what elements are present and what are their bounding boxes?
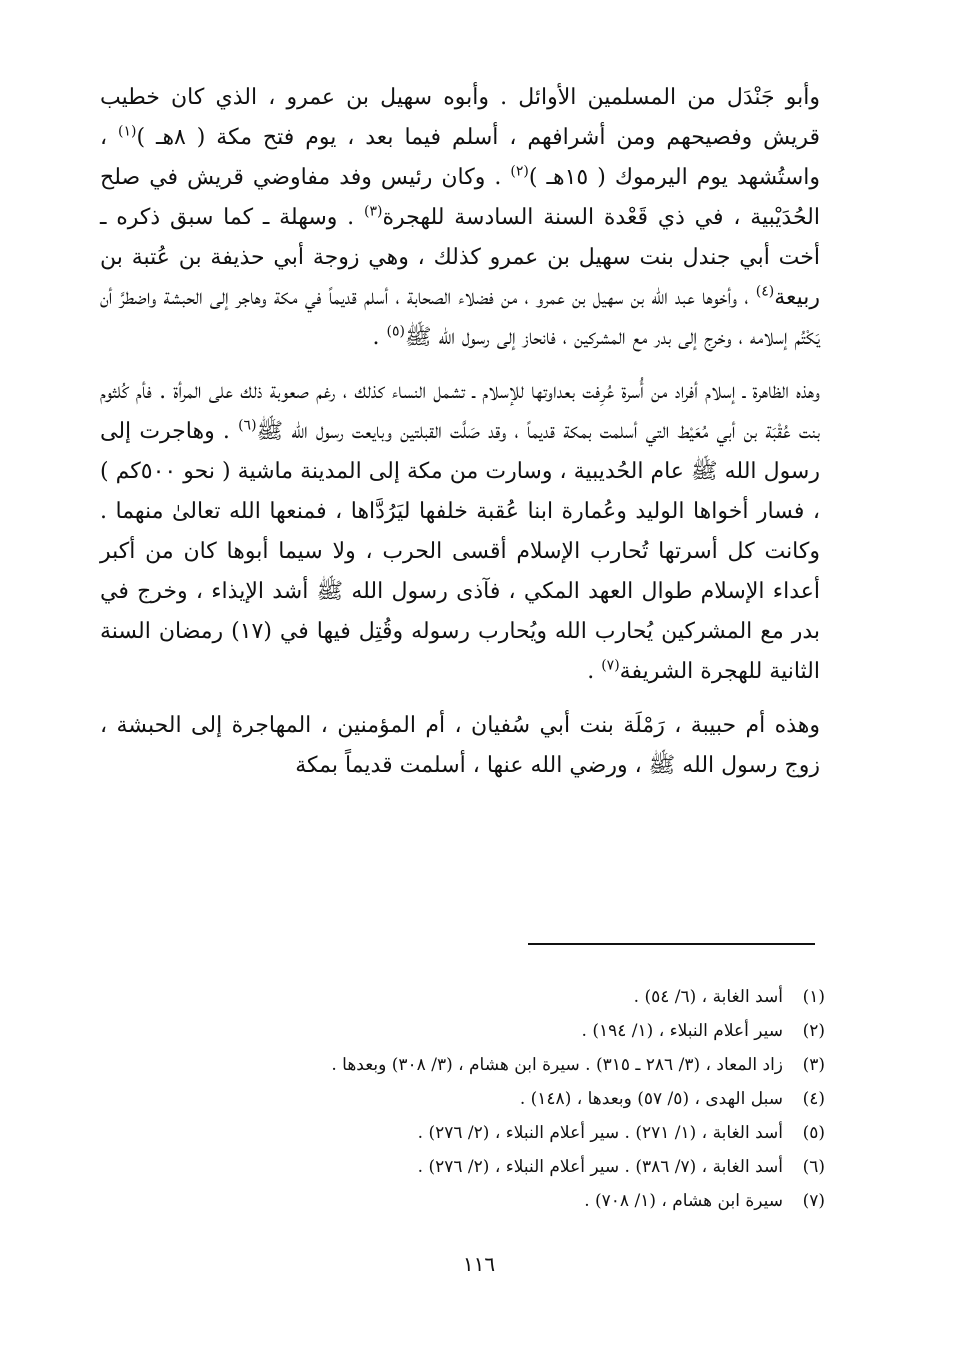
footnote-item [100, 1082, 825, 1116]
footnote-item [100, 1048, 825, 1082]
paragraph [100, 78, 820, 358]
text-run: . [372, 325, 387, 350]
text-run: وأبو جَنْدَل من المسلمين الأوائل . وأبوه سهيل بن عمرو ، الذي كان خطيب قريش وفصيحهم ومن أشرافهم ، أسلم فيما بعد ، يوم فتح مكة ( ٨هـ ) [100, 85, 821, 150]
text-run: . وهاجرت إلى رسول الله ﷺ عام الحُديبية ، وسارت من مكة إلى المدينة ماشية ( نحو ٥٠٠كم ) ، فسار أخواها الوليد وعُمارة ابنا عُقبة خلفها ليَرُدَّاها ، فمنعها الله تعالىٰ منهما . وكانت كل أسرتها تُحارب الإسلام أقسى الحرب ، ولا سيما أبوها كان من أكبر أعداء الإسلام طوال العهد المكي ، فآذى رسول الله ﷺ أشد الإيذاء ، وخرج في بدر مع المشركين يُحارب الله ويُحارب رسوله وقُتِل فيها في (١٧) رمضان السنة الثانية للهجرة الشريفة [100, 419, 820, 684]
footnote-ref: (١) [118, 123, 137, 140]
footnote-item [100, 980, 825, 1014]
footnote-ref: (٦) [238, 417, 257, 434]
footnote-item [100, 1116, 825, 1150]
footnote-item [100, 1014, 825, 1048]
page-number: ١١٦ [462, 1252, 496, 1276]
text-run: ، وأخوها عبد الله بن سهيل بن عمرو ، من فضلاء الصحابة ، أسلم قديماً في مكة وهاجر إلى الحبشة واضطرَّ أن يَكْتُم إسلامه ، وخرج إلى بدر مع المشركين ، فانحاز إلى رسول الله ﷺ [100, 285, 820, 350]
footnote-text: أسد الغابة ، (٧/ ٣٨٦) . سير أعلام النبلاء ، (٢/ ٢٧٦) . [417, 1157, 783, 1177]
footnote-number: (٥) [802, 1123, 825, 1143]
footnote-ref: (٤) [755, 283, 775, 300]
footnote-number: (٧) [802, 1191, 825, 1211]
paragraph [100, 372, 820, 692]
footnote-text: أسد الغابة ، (٦/ ٥٤) . [633, 987, 783, 1007]
footnote-number: (٣) [802, 1055, 825, 1075]
footnote-ref: (٥) [386, 323, 405, 340]
text-run: . وكان رئيس وفد مفاوضي قريش في صلح الحُدَيْبية ، في ذي قَعْدة السنة السادسة للهجرة [100, 165, 820, 230]
text-run: وهذه أم حبيبة ، رَمْلَة بنت أبي سُفيان ، أم المؤمنين ، المهاجرة إلى الحبشة ، زوج رسول الله ﷺ ، ورضي الله عنها ، أسلمت قديماً بمكة [100, 713, 820, 778]
footnote-text: سبل الهدى ، (٥/ ٥٧) وبعدها ، (١٤٨) . [519, 1089, 783, 1109]
footnote-number: (٤) [802, 1089, 825, 1109]
footnote-number: (٢) [802, 1021, 825, 1041]
footnote-separator [528, 943, 815, 945]
text-run: . وسهلة ـ كما سبق ذكره ـ أخت أبي جندل بنت سهيل بن عمرو كذلك ، وهي زوجة أبي حذيفة بن عُتبة بن ربيعة [100, 205, 820, 310]
footnote-ref: (٣) [363, 203, 383, 220]
footnote-text: أسد الغابة ، (١/ ٢٧١) . سير أعلام النبلاء ، (٢/ ٢٧٦) . [417, 1123, 783, 1143]
paragraph [100, 706, 820, 786]
footnote-number: (١) [802, 987, 825, 1007]
footnote-item [100, 1184, 825, 1218]
footnote-number: (٦) [802, 1157, 825, 1177]
footnote-item [100, 1150, 825, 1184]
footnotes-list [100, 980, 825, 1218]
main-text [100, 78, 820, 798]
footnote-ref: (٢) [510, 163, 529, 180]
footnote-text: سير أعلام النبلاء ، (١/ ١٩٤) . [581, 1021, 783, 1041]
footnote-ref: (٧) [601, 657, 620, 674]
text-run: ، واستُشهد يوم اليرموك ( ١٥هـ ) [100, 125, 821, 190]
text-run: وهذه الظاهرة ـ إسلام أفراد من أُسرة عُرِفت بعداوتها للإسلام ـ تشمل النساء كذلك ، رغم صعوبة ذلك على المرأة . فأم كُلثوم بنت عُقْبَة بن أبي مُعَيْط التي أسلمت بمكة قديماً ، وقد صَلَّت القبلتين وبايعت رسول الله ﷺ [100, 379, 820, 444]
footnote-text: زاد المعاد ، (٣/ ٢٨٦ ـ ٣١٥) . سيرة ابن هشام ، (٣/ ٣٠٨) وبعدها . [331, 1055, 783, 1075]
text-run: . [587, 659, 602, 684]
footnote-text: سيرة ابن هشام ، (١/ ٧٠٨) . [584, 1191, 783, 1211]
